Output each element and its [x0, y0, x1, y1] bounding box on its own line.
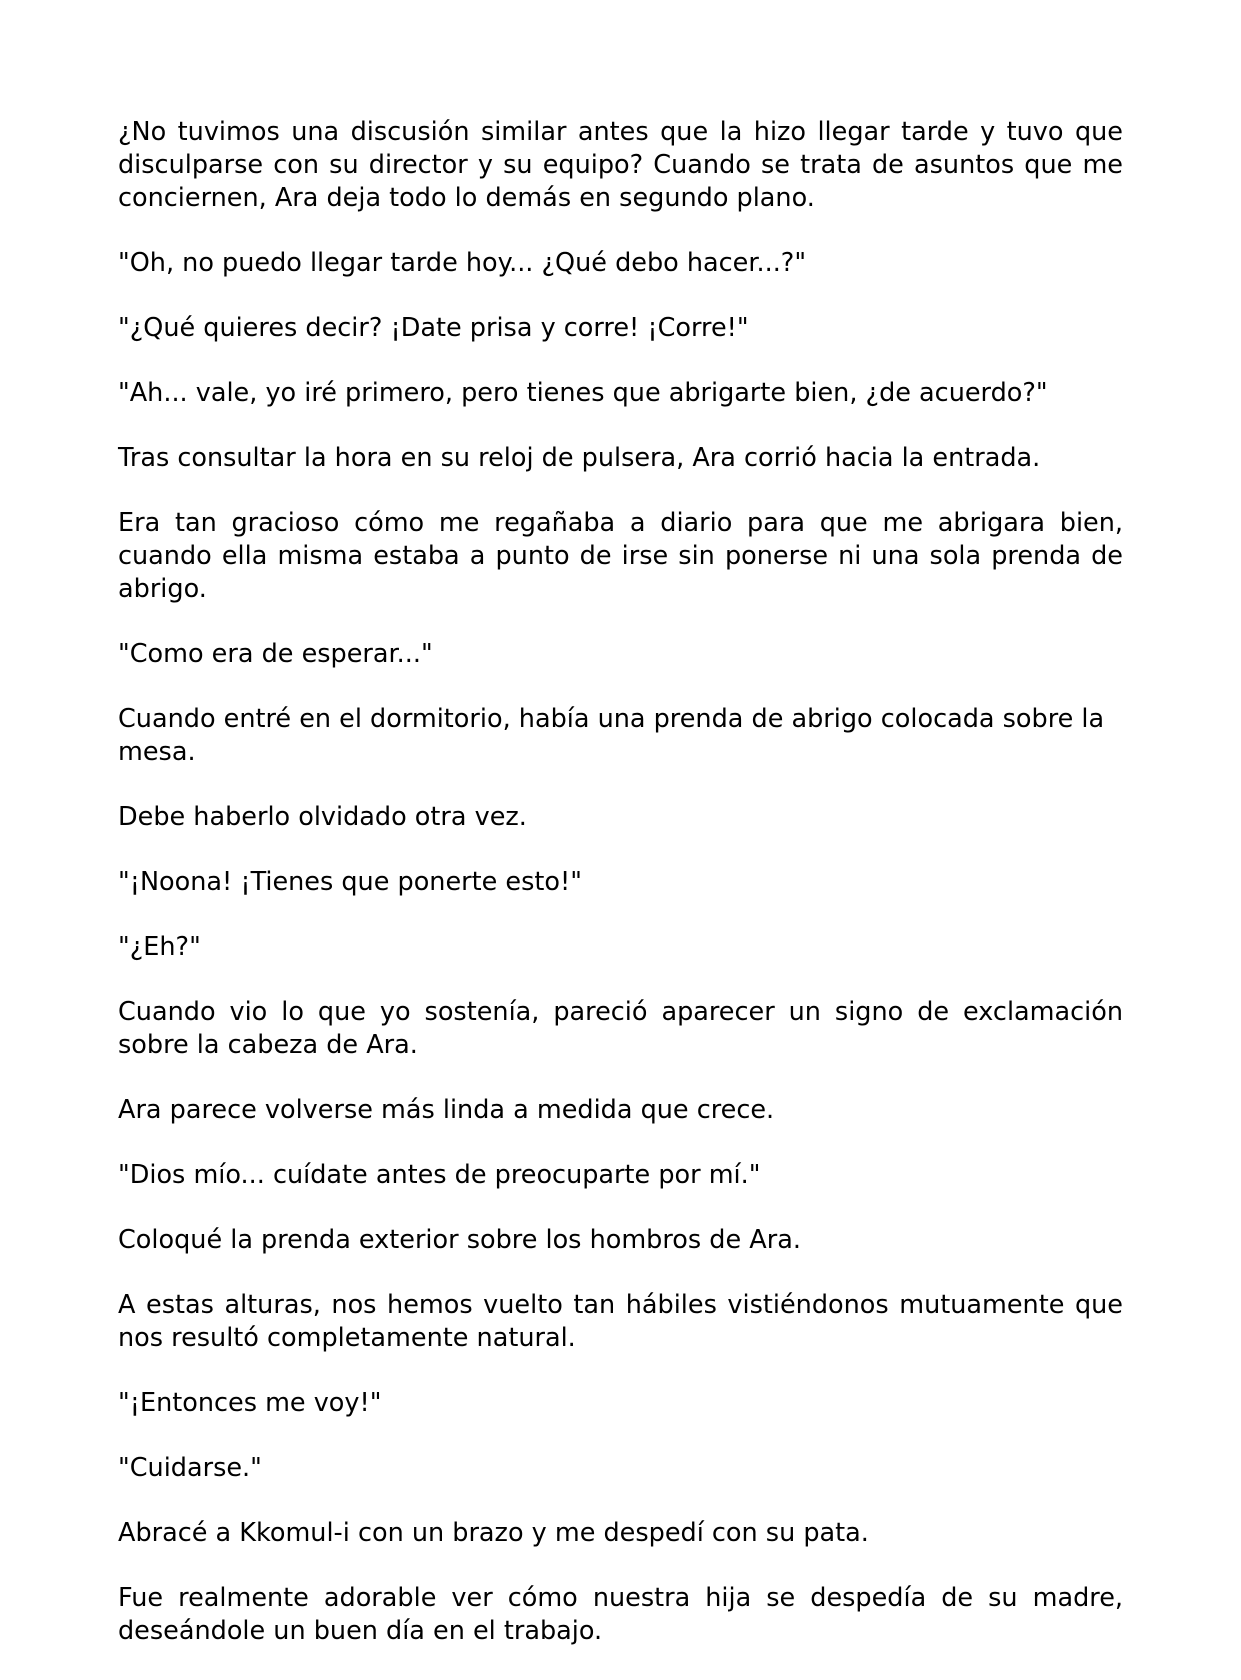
paragraph: "Ah... vale, yo iré primero, pero tienes que abrigarte bien, ¿de acuerdo?" — [118, 378, 1048, 408]
paragraph: ¿No tuvimos una discusión similar antes que la hizo llegar tarde y tuvo que disculparse con su director y su equipo? Cuando se trata de asuntos que me conciernen, Ara deja todo lo demás en segundo plano. — [118, 117, 1123, 213]
paragraph: Ara parece volverse más linda a medida que crece. — [118, 1095, 775, 1125]
paragraph: "Cuidarse." — [118, 1453, 262, 1483]
paragraph: Cuando vio lo que yo sostenía, pareció aparecer un signo de exclamación sobre la cabeza de Ara. — [118, 997, 1123, 1060]
paragraph: Coloqué la prenda exterior sobre los hombros de Ara. — [118, 1225, 801, 1255]
paragraph: "¡Noona! ¡Tienes que ponerte esto!" — [118, 867, 582, 897]
paragraph: A estas alturas, nos hemos vuelto tan hábiles vistiéndonos mutuamente que nos resultó completamente natural. — [118, 1290, 1123, 1353]
paragraph: Era tan gracioso cómo me regañaba a diario para que me abrigara bien, cuando ella misma estaba a punto de irse sin ponerse ni una sola prenda de abrigo. — [118, 508, 1123, 604]
paragraph: "Oh, no puedo llegar tarde hoy... ¿Qué debo hacer...?" — [118, 248, 807, 278]
paragraph: "¿Qué quieres decir? ¡Date prisa y corre! ¡Corre!" — [118, 313, 749, 343]
paragraph: "¡Entonces me voy!" — [118, 1388, 382, 1418]
paragraph: "¿Eh?" — [118, 932, 201, 962]
document-page — [118, 116, 1123, 1680]
paragraph: "Como era de esperar..." — [118, 639, 433, 669]
paragraph: Tras consultar la hora en su reloj de pulsera, Ara corrió hacia la entrada. — [118, 443, 1041, 473]
paragraph: Fue realmente adorable ver cómo nuestra hija se despedía de su madre, deseándole un buen día en el trabajo. — [118, 1583, 1123, 1646]
paragraph: Cuando entré en el dormitorio, había una prenda de abrigo colocada sobre la mesa. — [118, 704, 1105, 767]
paragraph: "Dios mío... cuídate antes de preocuparte por mí." — [118, 1160, 761, 1190]
paragraph: Debe haberlo olvidado otra vez. — [118, 802, 527, 832]
paragraph: Abracé a Kkomul-i con un brazo y me despedí con su pata. — [118, 1518, 869, 1548]
